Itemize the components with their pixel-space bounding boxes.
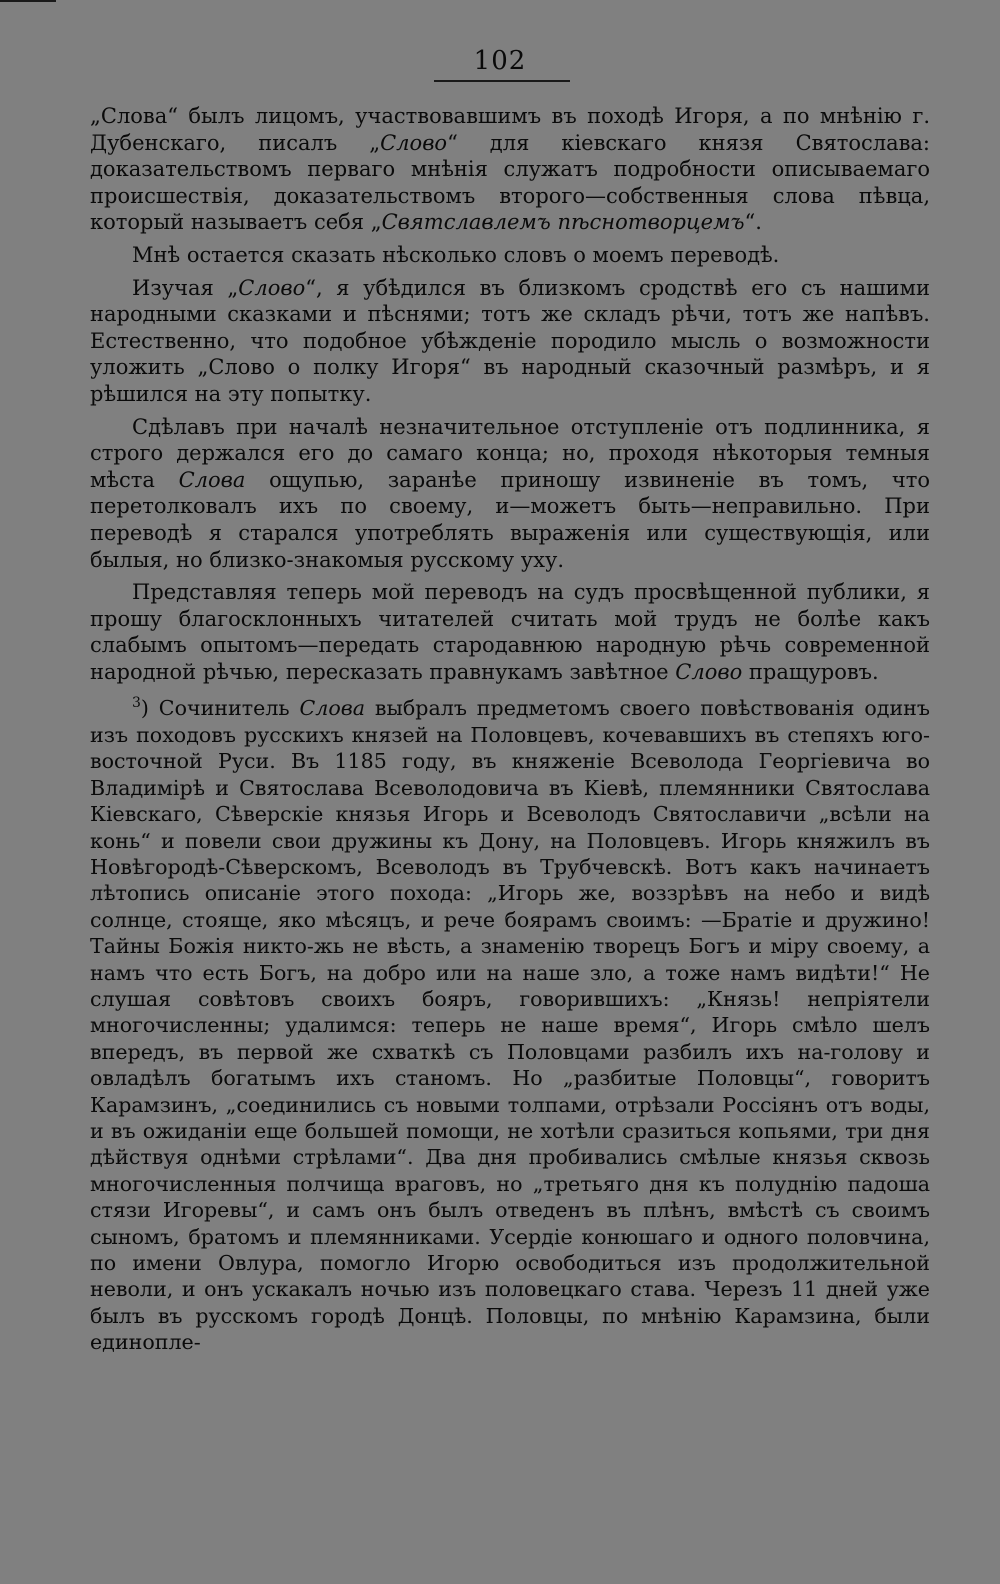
page-number-rule — [434, 80, 570, 82]
text-run: ) Сочинитель — [140, 696, 300, 721]
page-number: 102 — [473, 46, 527, 76]
corner-rule — [0, 0, 56, 2]
text-run: пращуровъ. — [742, 659, 879, 684]
text-run: выбралъ предметомъ своего повѣствованія одинъ изъ походовъ русскихъ князей на Половцевъ, кочевавшихъ въ степяхъ юго-восточной Руси. Въ 1185 году, въ княженіе Всеволода Георгіевича во Владимірѣ и Святослава Всеволодовича въ Кіевѣ, племянники Святослава Кіевскаго, Сѣверскіе князья Игорь и Всеволодъ Святославичи „всѣли на конь“ и повели свои дружины къ Дону, на Половцевъ. Игорь княжилъ въ Новѣгородѣ-Сѣверскомъ, Всеволодъ въ Трубчевскѣ. Вотъ какъ начинаетъ лѣтопись описаніе этого похода: „Игорь же, воззрѣвъ на небо и видѣ солнце, стояще, яко мѣсяцъ, и рече боярамъ своимъ: —Братіе и дружино! Тайны Божія никто-жь не вѣсть, а знаменію творецъ Богъ и міру своему, а намъ что есть Богъ, на добро или на наше зло, а тоже намъ видѣти!“ Не слушая совѣтовъ своихъ бояръ, говорившихъ: „Князь! непріятели многочисленны; удалимся: теперь не наше время“, Игорь смѣло шелъ впередъ, въ первой же схваткѣ съ Половцами разбилъ ихъ на-голову и овладѣлъ богатымъ ихъ станомъ. Но „разбитые Половцы“, говоритъ Карамзинъ, „соединились съ новыми толпами, отрѣзали Россіянъ отъ воды, и въ ожиданіи еще большей помощи, не хотѣли сразиться копьями, три дня дѣйствуя однѣми стрѣлами“. Два дня пробивались смѣлые князья сквозь многочисленныя полчища враговъ, но „третьяго дня къ полуднію падоша стязи Игоревы“, и самъ онъ былъ отведенъ въ плѣнъ, вмѣстѣ съ своимъ сыномъ, братомъ и племянниками. Усердіе конюшаго и одного половчина, по имени Овлура, помогло Игорю освободиться изъ продолжительной неволи, и онъ ускакалъ ночью изъ половецкаго става. Черезъ 11 дней уже былъ въ русскомъ городѣ Донцѣ. Половцы, по мнѣнію Карамзина, были единопле- — [90, 696, 931, 1355]
paragraph-4 — [90, 414, 930, 574]
text-run: ощупью, заранѣе приношу извиненіе въ томъ, что перетолковалъ ихъ по своему, и—можетъ быть—неправильно. При переводѣ я старался употреблять выраженія или существующія, или былыя, но близко-знакомыя русскому уху. — [90, 467, 930, 572]
paragraph-5 — [90, 579, 930, 685]
italic-quote: Святславлемъ пѣснотворцемъ — [381, 210, 745, 235]
italic-title: Слова — [299, 696, 366, 721]
paragraph-2: Мнѣ остается сказать нѣсколько словъ о моемъ переводѣ. — [132, 242, 780, 267]
text-run: Изучая „ — [132, 275, 239, 300]
footnote-3 — [90, 695, 930, 1355]
italic-title: Слово — [380, 130, 448, 155]
page-body — [90, 103, 930, 1362]
text-run: „Слова“ былъ лицомъ, участвовавшимъ въ походѣ Игоря, а по мнѣнію г. Дубенскаго, писалъ „ — [90, 104, 930, 155]
text-run: Сдѣлавъ при началѣ незначительное отступленіе отъ подлинника, я строго держался его до самаго конца; но, проходя нѣкоторыя темныя мѣста — [90, 414, 930, 492]
footnote-marker: 3 — [132, 695, 141, 712]
paragraph-3 — [90, 275, 930, 408]
italic-title: Слово — [238, 275, 306, 300]
paragraph-1 — [90, 103, 930, 236]
text-run: “. — [744, 210, 762, 235]
text-run: “, я убѣдился въ близкомъ сродствѣ его съ нашими народными сказками и пѣснями; тотъ же складъ рѣчи, тотъ же напѣвъ. Естественно, что подобное убѣжденіе породило мысль о возможности уложить „Слово о полку Игоря“ въ народный сказочный размѣръ, и я рѣшился на эту попытку. — [90, 275, 930, 406]
italic-title: Слово — [675, 659, 743, 684]
italic-title: Слова — [178, 467, 246, 492]
text-run: “ для кіевскаго князя Святослава: доказательствомъ перваго мнѣнія служатъ подробности описываемаго происшествія, доказательствомъ второго—собственныя слова пѣвца, который называетъ себя „ — [90, 130, 931, 235]
text-run: Представляя теперь мой переводъ на судъ просвѣщенной публики, я прошу благосклонныхъ читателей считать мой трудъ не болѣе какъ слабымъ опытомъ—передать стародавнюю народную рѣчь современной народной рѣчью, пересказать правнукамъ завѣтное — [90, 580, 930, 684]
